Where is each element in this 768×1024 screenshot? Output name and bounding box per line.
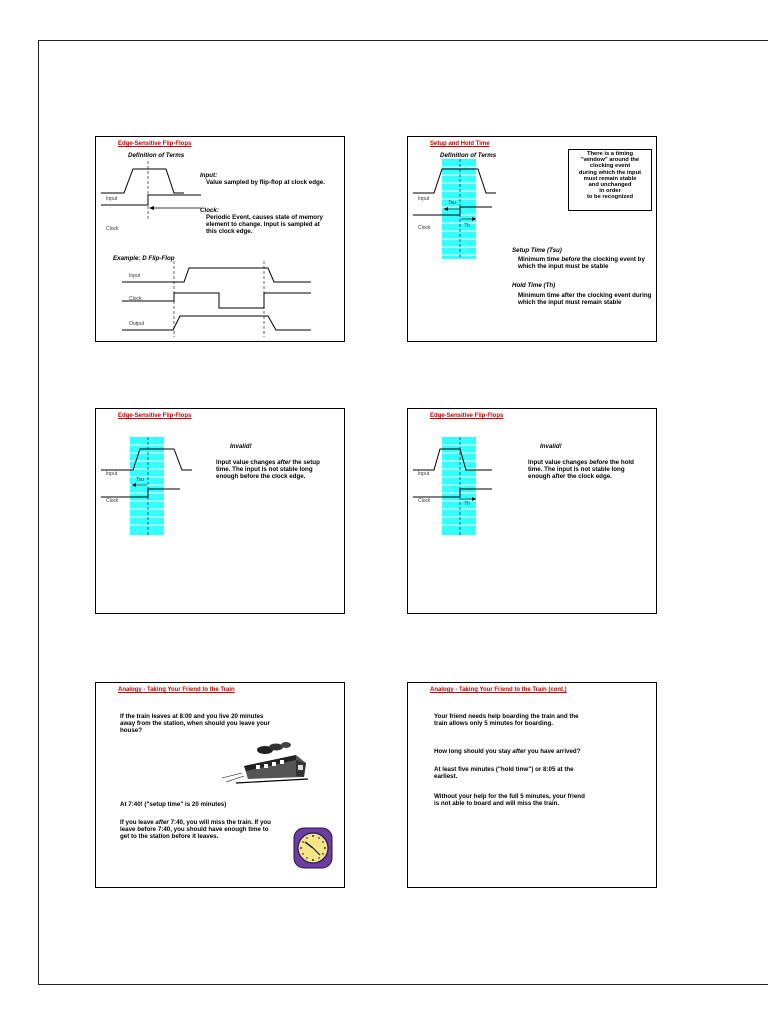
clock-icon bbox=[294, 828, 332, 868]
page-left-rule bbox=[38, 40, 39, 984]
para2: How long should you stay after you have arrived? bbox=[434, 748, 581, 755]
tsu-label: Tsu bbox=[136, 477, 144, 483]
clock-text-2: element to change. Input is sampled at bbox=[206, 221, 320, 228]
th-label: Th bbox=[464, 223, 470, 229]
para3-line-2: earliest. bbox=[434, 773, 458, 780]
label-input: Input bbox=[106, 471, 118, 477]
note-line: to be recognized bbox=[586, 194, 634, 201]
para1-line-2: train allows only 5 minutes for boarding. bbox=[434, 720, 553, 727]
slide-title: Edge-Sensitive Flip-Flops bbox=[118, 413, 192, 419]
timing-window-note bbox=[568, 149, 652, 211]
clock-text-1: Periodic Event, causes state of memory bbox=[206, 214, 323, 221]
train-clock-illustrations bbox=[96, 683, 346, 889]
note-line: in order bbox=[599, 188, 621, 195]
para4-line-2: is not able to board and will miss the train. bbox=[434, 800, 560, 807]
invalid-text-3: enough after the clock edge. bbox=[528, 473, 612, 480]
para2: At 7:40! ("setup time" is 20 minutes) bbox=[120, 801, 227, 808]
para4-line-1: Without your help for the full 5 minutes, your friend bbox=[434, 793, 585, 800]
label-clock: Clock bbox=[418, 225, 431, 231]
train-icon bbox=[222, 742, 308, 783]
page-bottom-rule bbox=[38, 984, 768, 985]
invalid-setup-diagram bbox=[96, 409, 346, 615]
invalid-text-1: Input value changes after the setup bbox=[216, 459, 320, 466]
setup-time-heading: Setup Time (Tsu) bbox=[512, 247, 562, 254]
example-clock-label: Clock bbox=[129, 296, 142, 302]
slide-title: Analogy - Taking Your Friend to the Train (cont.) bbox=[430, 687, 567, 693]
setup-time-text-1: Minimum time before the clocking event by bbox=[518, 256, 645, 263]
note-line: must remain stable bbox=[583, 175, 637, 182]
clock-text-3: this clock edge. bbox=[206, 228, 253, 235]
invalid-heading: Invalid! bbox=[540, 443, 562, 450]
slide-invalid-hold bbox=[407, 408, 657, 614]
slide-title: Setup and Hold Time bbox=[430, 141, 490, 147]
invalid-text-3: enough before the clock edge. bbox=[216, 473, 306, 480]
para1-line-1: If the train leaves at 8:00 and you live 20 minutes bbox=[120, 713, 264, 720]
note-line: and unchanged bbox=[588, 182, 632, 189]
invalid-text-1: Input value changes before the hold bbox=[528, 459, 634, 466]
note-line: clocking event bbox=[589, 163, 631, 170]
invalid-heading: Invalid! bbox=[230, 443, 252, 450]
example-heading: Example: D Flip-Flop bbox=[113, 255, 175, 262]
para3-line-1: If you leave after 7:40, you will miss the train. If you bbox=[120, 819, 271, 826]
timing-diagram bbox=[96, 137, 346, 343]
para1-line-3: house? bbox=[120, 727, 143, 734]
para3-line-2: leave before 7:40, you should have enough time to bbox=[120, 826, 269, 833]
label-clock: Clock bbox=[418, 498, 431, 504]
slide-title: Analogy - Taking Your Friend to the Train bbox=[118, 687, 235, 693]
slide-title: Edge-Sensitive Flip-Flops bbox=[118, 141, 192, 147]
invalid-text-2: time. The input is not stable long bbox=[216, 466, 313, 473]
label-input: Input bbox=[418, 471, 430, 477]
hold-time-heading: Hold Time (Th) bbox=[512, 282, 556, 289]
label-input: Input bbox=[418, 196, 430, 202]
hold-time-text-2: which the input must remain stable bbox=[518, 299, 622, 306]
slide-subtitle: Definition of Terms bbox=[440, 152, 497, 159]
invalid-hold-diagram bbox=[408, 409, 658, 615]
page-top-rule bbox=[38, 40, 768, 41]
slide-invalid-setup bbox=[95, 408, 345, 614]
label-clock: Clock bbox=[106, 498, 119, 504]
input-heading: Input: bbox=[200, 172, 218, 179]
slide-train-analogy bbox=[95, 682, 345, 888]
para1-line-1: Your friend needs help boarding the train and the bbox=[434, 713, 579, 720]
para3-line-1: At least five minutes ("hold time") or 8:05 at the bbox=[434, 766, 574, 773]
slide-title: Edge-Sensitive Flip-Flops bbox=[430, 413, 504, 419]
label-input: Input bbox=[106, 196, 118, 202]
note-line: There is a timing bbox=[586, 151, 634, 157]
label-clock: Clock bbox=[106, 226, 119, 232]
slide-train-analogy-cont bbox=[407, 682, 657, 888]
example-output-label: Output bbox=[129, 321, 145, 327]
note-line: "window" around the bbox=[580, 157, 640, 164]
example-input-label: Input bbox=[129, 273, 141, 279]
hold-time-text-1: Minimum time after the clocking event during bbox=[518, 292, 652, 299]
slide-subtitle: Definition of Terms bbox=[128, 152, 185, 159]
clock-heading: Clock: bbox=[200, 207, 219, 214]
th-label: Th bbox=[464, 501, 470, 507]
tsu-label: Tsu bbox=[448, 200, 456, 206]
input-text: Value sampled by flip-flop at clock edge. bbox=[206, 179, 325, 186]
setup-time-text-2: which the input must be stable bbox=[518, 263, 609, 270]
slide-edge-sensitive-definitions bbox=[95, 136, 345, 342]
note-line: during which the input bbox=[578, 169, 642, 176]
para1-line-2: away from the station, when should you leave your bbox=[120, 720, 270, 727]
para3-line-3: get to the station before it leaves. bbox=[120, 833, 219, 840]
invalid-text-2: time. The input is not stable long bbox=[528, 466, 625, 473]
slide-setup-hold-time bbox=[407, 136, 657, 342]
